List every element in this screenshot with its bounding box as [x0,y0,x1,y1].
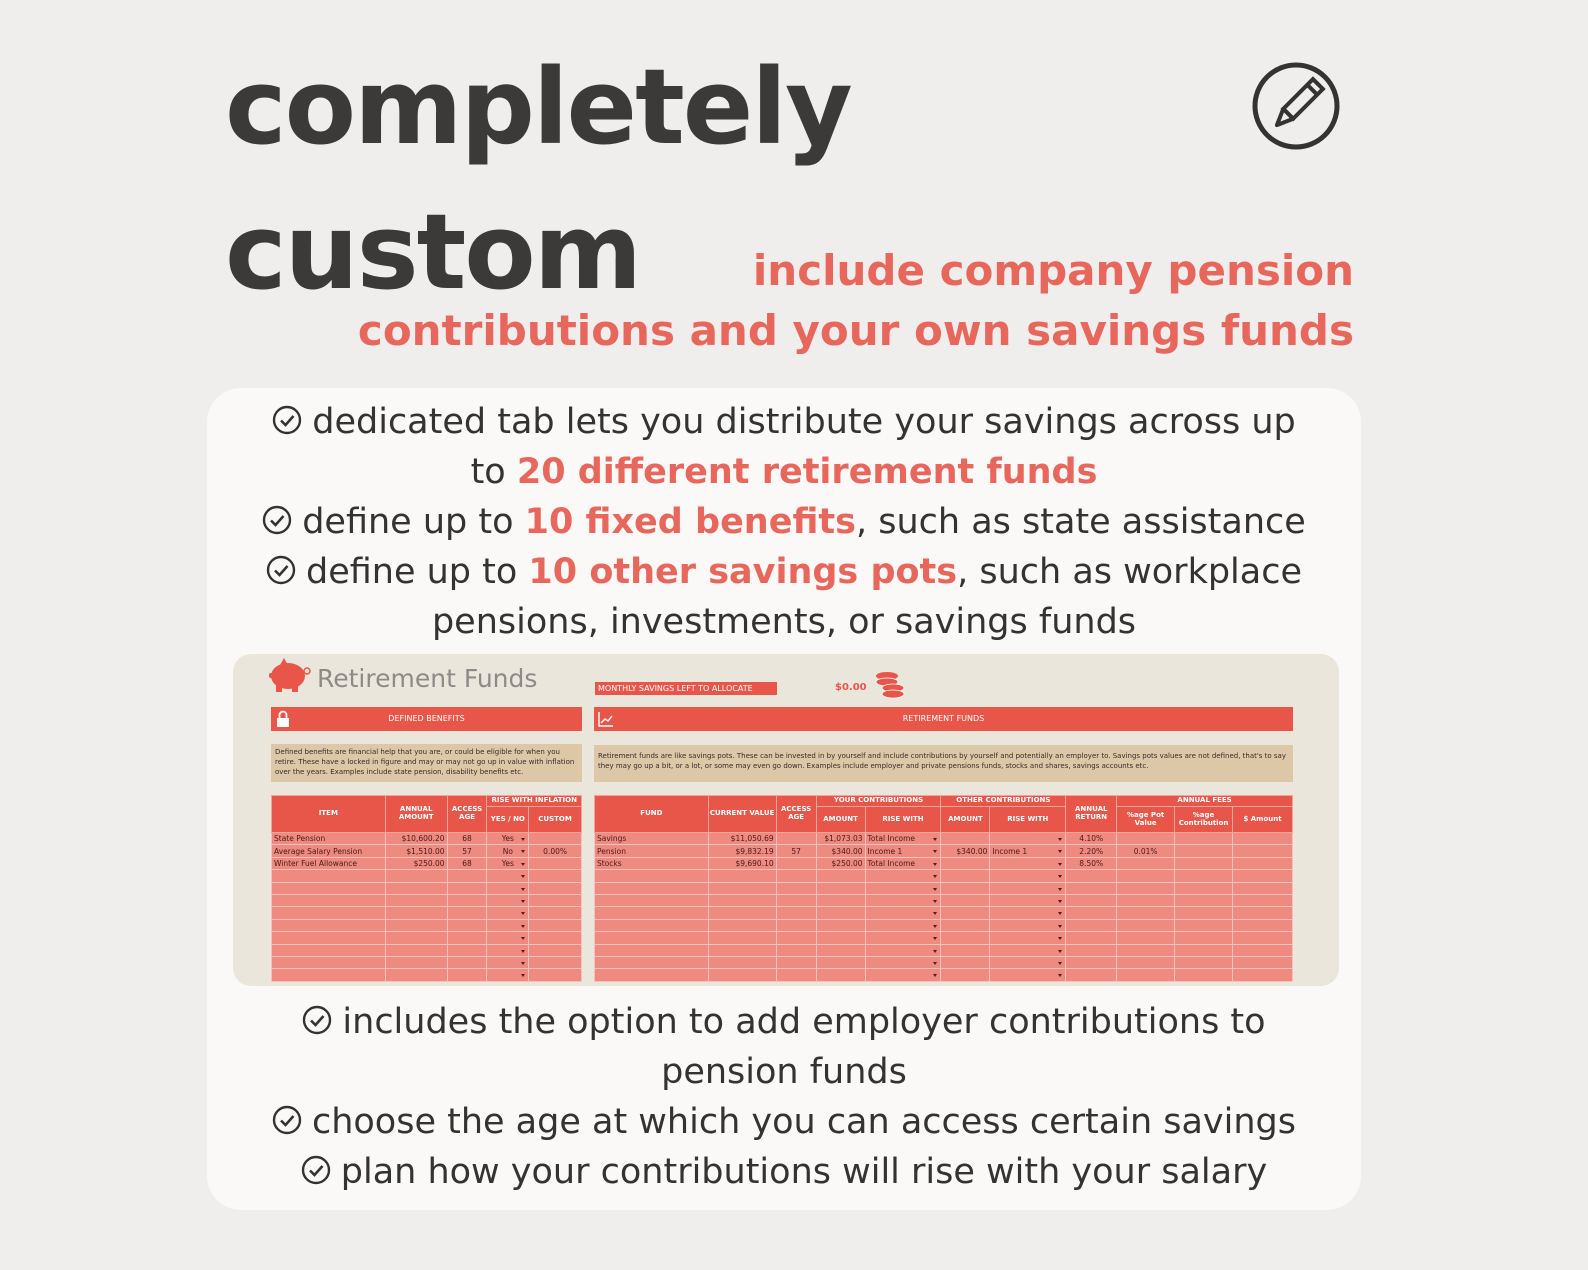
table-cell[interactable] [447,882,487,894]
table-cell[interactable] [1175,907,1233,919]
table-cell[interactable] [1233,932,1293,944]
col-annual-amount: ANNUAL AMOUNT [385,796,447,833]
table-cell[interactable]: $250.00 [816,857,865,869]
table-cell[interactable] [1117,882,1175,894]
feature-item [207,497,1361,547]
table-cell[interactable] [1066,894,1117,906]
table-cell[interactable]: 0.00% [529,845,582,857]
hero-title-line2: custom [225,191,641,313]
table-cell[interactable] [595,944,709,956]
table-cell[interactable] [865,894,941,906]
table-cell[interactable]: Income 1 [990,845,1066,857]
table-cell[interactable] [272,907,386,919]
table-cell[interactable] [595,969,709,981]
table-cell[interactable] [1117,894,1175,906]
table-cell[interactable] [776,833,816,845]
table-cell[interactable] [865,956,941,968]
piggy-bank-icon [266,658,314,694]
feature-item [207,997,1361,1097]
table-cell[interactable]: 4.10% [1066,833,1117,845]
feature-list-top [207,397,1361,647]
table-cell[interactable] [990,956,1066,968]
feature-text: pension funds [661,1052,907,1092]
col-rise-with: RISE WITH [865,807,941,833]
table-cell[interactable] [1175,932,1233,944]
table-cell[interactable] [1233,870,1293,882]
table-cell[interactable] [385,932,447,944]
col-custom: CUSTOM [529,807,582,833]
table-cell[interactable] [708,956,776,968]
table-cell[interactable] [708,870,776,882]
check-circle-icon [272,405,302,435]
table-cell[interactable] [595,870,709,882]
table-cell[interactable]: Pension [595,845,709,857]
table-cell[interactable]: Average Salary Pension [272,845,386,857]
table-cell[interactable] [1175,969,1233,981]
table-cell[interactable] [529,907,582,919]
table-cell[interactable] [1117,944,1175,956]
table-cell[interactable] [776,969,816,981]
table-cell[interactable] [272,870,386,882]
col-pot-value: %age Pot Value [1117,807,1175,833]
table-cell[interactable]: 68 [447,833,487,845]
table-cell[interactable]: Stocks [595,857,709,869]
table-row [595,919,1293,931]
table-cell[interactable]: Yes [487,833,529,845]
table-cell[interactable] [529,894,582,906]
table-cell[interactable] [1175,919,1233,931]
col-yes-no: YES / NO [487,807,529,833]
table-cell[interactable] [776,857,816,869]
table-cell[interactable] [487,907,529,919]
table-cell[interactable] [447,932,487,944]
table-row [595,845,1293,857]
table-cell[interactable] [529,870,582,882]
table-cell[interactable] [272,969,386,981]
table-cell[interactable] [487,870,529,882]
table-cell[interactable]: $1,073.03 [816,833,865,845]
table-cell[interactable] [865,882,941,894]
table-cell[interactable] [447,870,487,882]
table-cell[interactable] [816,907,865,919]
table-cell[interactable] [529,944,582,956]
defined-benefits-table [271,795,582,982]
lock-icon [275,710,291,728]
table-cell[interactable]: $10,600.20 [385,833,447,845]
table-cell[interactable] [816,882,865,894]
table-cell[interactable] [1233,944,1293,956]
col-amount: AMOUNT [816,807,865,833]
table-cell[interactable] [1175,845,1233,857]
table-row [595,969,1293,981]
table-cell[interactable] [385,956,447,968]
table-cell[interactable] [529,919,582,931]
table-cell[interactable] [487,894,529,906]
table-cell[interactable] [1233,833,1293,845]
table-cell[interactable] [941,857,990,869]
table-cell[interactable] [1233,894,1293,906]
check-circle-icon [302,1005,332,1035]
col-group-other-contributions: OTHER CONTRIBUTIONS [941,796,1066,807]
table-cell[interactable] [385,870,447,882]
table-row [595,857,1293,869]
feature-highlight: 20 different retirement funds [516,452,1098,492]
table-cell[interactable] [385,894,447,906]
table-cell[interactable] [1175,956,1233,968]
table-cell[interactable] [1066,870,1117,882]
table-cell[interactable] [529,932,582,944]
table-cell[interactable] [447,944,487,956]
table-cell[interactable]: No [487,845,529,857]
table-cell[interactable] [1233,845,1293,857]
table-cell[interactable] [595,882,709,894]
table-cell[interactable] [1175,870,1233,882]
feature-item [207,397,1361,497]
table-cell[interactable] [1066,907,1117,919]
table-row [595,907,1293,919]
table-cell[interactable] [776,932,816,944]
table-cell[interactable] [487,969,529,981]
table-cell[interactable] [816,919,865,931]
monthly-savings-label: MONTHLY SAVINGS LEFT TO ALLOCATE [595,682,777,695]
table-cell[interactable] [1117,932,1175,944]
table-cell[interactable] [1066,919,1117,931]
col-pct-contribution: %age Contribution [1175,807,1233,833]
table-cell[interactable] [1066,932,1117,944]
table-cell[interactable] [385,919,447,931]
table-cell[interactable] [1117,956,1175,968]
table-cell[interactable]: Income 1 [865,845,941,857]
table-cell[interactable] [487,932,529,944]
table-cell[interactable] [990,932,1066,944]
table-cell[interactable]: $9,832.19 [708,845,776,857]
table-cell[interactable] [708,882,776,894]
table-cell[interactable] [595,956,709,968]
feature-text: plan how your contributions will rise with your salary [340,1152,1268,1192]
table-row [272,907,582,919]
table-cell[interactable] [776,882,816,894]
table-cell[interactable] [708,944,776,956]
table-cell[interactable] [529,833,582,845]
table-cell[interactable] [941,944,990,956]
monthly-savings-value: $0.00 [835,682,867,693]
table-cell[interactable] [816,894,865,906]
feature-text: , such as workplace [957,552,1302,592]
table-cell[interactable] [776,894,816,906]
feature-item [207,547,1361,647]
table-cell[interactable] [1233,919,1293,931]
col-fund: FUND [595,796,709,833]
table-cell[interactable] [990,944,1066,956]
table-cell[interactable] [1117,857,1175,869]
retirement-funds-table [594,795,1293,982]
table-cell[interactable] [708,919,776,931]
table-cell[interactable] [941,969,990,981]
table-cell[interactable] [865,919,941,931]
table-cell[interactable] [941,882,990,894]
table-cell[interactable] [776,956,816,968]
table-cell[interactable]: 57 [776,845,816,857]
col-dollar-amount: $ Amount [1233,807,1293,833]
table-cell[interactable] [816,944,865,956]
table-cell[interactable]: $250.00 [385,857,447,869]
col-group-rise: RISE WITH INFLATION [487,796,582,807]
table-cell[interactable] [865,870,941,882]
table-cell[interactable] [816,932,865,944]
table-cell[interactable] [487,919,529,931]
table-cell[interactable] [272,944,386,956]
table-cell[interactable] [1175,833,1233,845]
table-cell[interactable] [776,907,816,919]
table-cell[interactable] [1117,870,1175,882]
col-group-annual-fees: ANNUAL FEES [1117,796,1293,807]
table-cell[interactable]: 68 [447,857,487,869]
table-cell[interactable] [865,944,941,956]
feature-text: includes the option to add employer contributions to [342,1002,1266,1042]
table-cell[interactable] [272,882,386,894]
table-cell[interactable] [1117,969,1175,981]
table-row [272,969,582,981]
col-rise-with: RISE WITH [990,807,1066,833]
table-cell[interactable] [1117,907,1175,919]
table-row [272,932,582,944]
table-cell[interactable] [776,870,816,882]
table-cell[interactable] [1175,894,1233,906]
table-cell[interactable] [941,907,990,919]
table-row [595,932,1293,944]
table-cell[interactable] [1066,882,1117,894]
spreadsheet-preview [233,654,1339,986]
table-row [272,833,582,845]
table-cell[interactable] [941,956,990,968]
table-cell[interactable] [1233,907,1293,919]
table-cell[interactable] [272,894,386,906]
table-cell[interactable] [708,932,776,944]
table-cell[interactable] [1233,956,1293,968]
col-access-age: ACCESS AGE [447,796,487,833]
table-cell[interactable]: $340.00 [941,845,990,857]
table-row [272,857,582,869]
table-cell[interactable] [529,956,582,968]
table-cell[interactable]: Total Income [865,857,941,869]
table-cell[interactable] [1233,857,1293,869]
table-cell[interactable] [529,969,582,981]
feature-text: to [470,452,517,492]
table-row [595,894,1293,906]
table-cell[interactable] [272,919,386,931]
table-cell[interactable]: Yes [487,857,529,869]
table-cell[interactable] [1233,969,1293,981]
check-circle-icon [301,1155,331,1185]
feature-highlight: 10 other savings pots [528,552,958,592]
retirement-funds-header [594,707,1293,731]
table-cell[interactable]: Savings [595,833,709,845]
table-row [595,870,1293,882]
table-cell[interactable] [529,857,582,869]
table-cell[interactable]: State Pension [272,833,386,845]
feature-item [207,1147,1361,1197]
table-cell[interactable] [708,969,776,981]
table-cell[interactable]: Total Income [865,833,941,845]
table-cell[interactable]: 8.50% [1066,857,1117,869]
col-access-age: ACCESS AGE [776,796,816,833]
table-cell[interactable] [990,969,1066,981]
table-cell[interactable] [1175,944,1233,956]
table-cell[interactable] [990,907,1066,919]
pencil-circle-icon [1251,61,1341,151]
feature-item [207,1097,1361,1147]
table-cell[interactable] [990,833,1066,845]
retirement-funds-description: Retirement funds are like savings pots. These can be invested in by yourself and include contributions by yourself and potentially an employer to. Savings pots values are not defined, that's to say they may go up a bit, or a lot, or some may even go down. Examples include employer and private pensions funds, stocks and shares, savings accounts etc. [594,745,1293,782]
table-cell[interactable] [990,882,1066,894]
feature-text: , such as state assistance [855,502,1306,542]
table-cell[interactable] [595,919,709,931]
table-cell[interactable]: 57 [447,845,487,857]
table-cell[interactable] [385,882,447,894]
table-cell[interactable]: $9,690.10 [708,857,776,869]
table-cell[interactable] [1117,919,1175,931]
table-cell[interactable] [272,956,386,968]
table-row [595,882,1293,894]
table-cell[interactable] [1233,882,1293,894]
table-cell[interactable] [708,907,776,919]
feature-text: define up to [305,552,529,592]
feature-list-bottom [207,997,1361,1197]
feature-text: dedicated tab lets you distribute your savings across up [312,402,1296,442]
table-row [595,833,1293,845]
feature-text: pensions, investments, or savings funds [431,602,1137,642]
feature-highlight: 10 fixed benefits [524,502,856,542]
col-annual-return: ANNUAL RETURN [1066,796,1117,833]
table-row [272,882,582,894]
table-cell[interactable] [941,894,990,906]
table-cell[interactable] [865,932,941,944]
feature-text: define up to [302,502,525,542]
table-cell[interactable] [595,907,709,919]
table-row [595,944,1293,956]
table-cell[interactable] [487,882,529,894]
table-cell[interactable]: $340.00 [816,845,865,857]
table-cell[interactable] [1175,857,1233,869]
col-amount: AMOUNT [941,807,990,833]
table-cell[interactable] [941,919,990,931]
table-cell[interactable] [865,907,941,919]
table-row [272,944,582,956]
retirement-funds-label: RETIREMENT FUNDS [902,714,985,723]
table-cell[interactable] [941,932,990,944]
table-cell[interactable] [447,907,487,919]
table-cell[interactable] [941,870,990,882]
table-cell[interactable]: $11,050.69 [708,833,776,845]
table-cell[interactable] [1175,882,1233,894]
table-cell[interactable]: $1,510.00 [385,845,447,857]
table-row [272,956,582,968]
table-cell[interactable] [447,894,487,906]
table-cell[interactable]: 0.01% [1117,845,1175,857]
defined-benefits-header [271,707,582,731]
check-circle-icon [262,505,292,535]
chart-line-icon [598,710,614,728]
table-cell[interactable]: 2.20% [1066,845,1117,857]
table-cell[interactable] [776,944,816,956]
table-cell[interactable] [816,870,865,882]
table-cell[interactable] [595,894,709,906]
table-row [272,919,582,931]
table-cell[interactable] [447,919,487,931]
defined-benefits-label: DEFINED BENEFITS [388,714,465,723]
coins-icon [871,668,911,702]
table-cell[interactable] [990,919,1066,931]
hero-title-line1: completely [225,46,851,168]
table-cell[interactable] [776,919,816,931]
defined-benefits-description: Defined benefits are financial help that you are, or could be eligible for when you retire. These have a locked in figure and may or may not go up in value with inflation over the years. Examples include state pension, disability benefits etc. [271,744,582,782]
table-cell[interactable] [990,870,1066,882]
table-cell[interactable] [487,956,529,968]
table-row [272,870,582,882]
table-cell[interactable] [708,894,776,906]
table-cell[interactable] [447,969,487,981]
col-item: ITEM [272,796,386,833]
table-cell[interactable] [1066,944,1117,956]
table-cell[interactable] [1066,956,1117,968]
table-cell[interactable] [385,969,447,981]
table-row [272,845,582,857]
col-group-your-contributions: YOUR CONTRIBUTIONS [816,796,941,807]
table-cell[interactable] [272,932,386,944]
table-cell[interactable] [990,894,1066,906]
table-cell[interactable] [865,969,941,981]
col-current-value: CURRENT VALUE [708,796,776,833]
feature-text: choose the age at which you can access certain savings [311,1102,1297,1142]
table-cell[interactable] [990,857,1066,869]
subtitle-line1: include company pension [752,246,1354,295]
table-cell[interactable] [941,833,990,845]
table-cell[interactable] [385,944,447,956]
subtitle-line2: contributions and your own savings funds [357,306,1354,355]
table-cell[interactable] [487,944,529,956]
table-cell[interactable] [385,907,447,919]
table-cell[interactable] [1117,833,1175,845]
table-cell[interactable] [529,882,582,894]
table-row [595,956,1293,968]
table-cell[interactable] [1066,969,1117,981]
table-cell[interactable] [447,956,487,968]
table-cell[interactable] [816,956,865,968]
sheet-title: Retirement Funds [317,664,538,693]
table-row [272,894,582,906]
table-cell[interactable]: Winter Fuel Allowance [272,857,386,869]
table-cell[interactable] [816,969,865,981]
check-circle-icon [266,555,296,585]
table-cell[interactable] [595,932,709,944]
check-circle-icon [272,1105,302,1135]
